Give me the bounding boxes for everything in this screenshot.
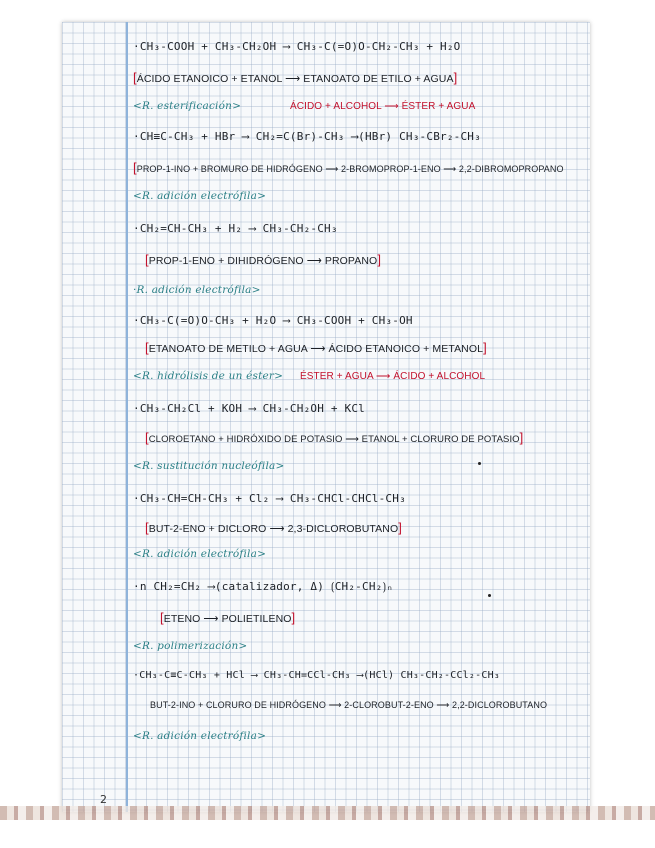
names-text: ETANOATO DE METILO + AGUA ⟶ ÁCIDO ETANOICO + METANOL <box>148 343 484 355</box>
names-text: ÁCIDO ETANOICO + ETANOL ⟶ ETANOATO DE ETILO + AGUA <box>136 73 454 85</box>
bracket-right: ] <box>291 610 296 625</box>
equation-line: ·CH₃-C(=O)O-CH₃ + H₂O ⟶ CH₃-COOH + CH₃-OH <box>133 314 413 327</box>
bracket-left: [ <box>160 610 164 625</box>
page-number: 2 <box>100 793 107 806</box>
fabric-edge <box>0 806 655 820</box>
names-text: PROP-1-INO + BROMURO DE HIDRÓGENO ⟶ 2-BROMOPROP-1-ENO ⟶ 2,2-DIBROMOPROPANO <box>136 164 564 174</box>
general-rule-text: ÁCIDO + ALCOHOL ⟶ ÉSTER + AGUA <box>290 101 476 112</box>
bracket-right: ] <box>398 520 402 535</box>
names-line <box>145 430 523 445</box>
reaction-type-label: <R. adición electrófila> <box>133 190 267 202</box>
bracket-right: ] <box>483 340 487 355</box>
names-line <box>160 610 295 625</box>
equation-line: ·CH₃-CH₂Cl + KOH ⟶ CH₃-CH₂OH + KCl <box>133 402 365 415</box>
bracket-left: [ <box>145 252 149 267</box>
equation-line: ·CH₃-COOH + CH₃-CH₂OH ⟶ CH₃-C(=O)O-CH₂-CH₃ + H₂O <box>133 40 461 53</box>
bracket-right: ] <box>377 252 382 267</box>
bracket-right: ] <box>453 70 458 85</box>
equation-line: ·CH₃-CH=CH-CH₃ + Cl₂ ⟶ CH₃-CHCl-CHCl-CH₃ <box>133 492 406 505</box>
names-line <box>133 160 564 175</box>
equation-line: ·CH₃-C≡C-CH₃ + HCl ⟶ CH₃-CH=CCl-CH₃ ⟶(HCl) CH₃-CH₂-CCl₂-CH₃ <box>133 670 501 681</box>
reaction-type-label: <R. adición electrófila> <box>133 730 267 742</box>
names-line <box>145 252 381 267</box>
names-text: CLOROETANO + HIDRÓXIDO DE POTASIO ⟶ ETANOL + CLORURO DE POTASIO <box>148 434 520 445</box>
reaction-type-label: <R. adición electrófila> <box>133 548 267 560</box>
equation-line: ·CH₂=CH-CH₃ + H₂ ⟶ CH₃-CH₂-CH₃ <box>133 222 338 235</box>
bracket-left: [ <box>145 520 149 535</box>
ink-dot <box>478 462 481 465</box>
reaction-type-label: ·R. adición electrófila> <box>133 284 261 296</box>
names-line <box>145 520 402 535</box>
names-line <box>145 340 487 355</box>
bracket-right: ] <box>519 430 524 445</box>
bracket-left: [ <box>145 430 149 445</box>
ink-dot <box>488 594 491 597</box>
margin-line <box>126 22 128 812</box>
bracket-left: [ <box>145 340 149 355</box>
bracket-left: [ <box>133 160 137 175</box>
general-rule-text: ÉSTER + AGUA ⟶ ÁCIDO + ALCOHOL <box>300 371 486 382</box>
equation-line: ·n CH₂=CH₂ ⟶(catalizador, Δ) ⟮CH₂-CH₂⟯ₙ <box>133 580 394 593</box>
names-line: BUT-2-INO + CLORURO DE HIDRÓGENO ⟶ 2-CLOROBUT-2-ENO ⟶ 2,2-DICLOROBUTANO <box>150 700 548 710</box>
reaction-type-label: <R. esterificación> <box>133 100 242 112</box>
general-rule <box>300 370 485 382</box>
names-text: PROP-1-ENO + DIHIDRÓGENO ⟶ PROPANO <box>148 255 378 267</box>
names-text: ETENO ⟶ POLIETILENO <box>163 613 292 625</box>
reaction-type-label: <R. polimerización> <box>133 640 248 652</box>
equation-line: ·CH≡C-CH₃ + HBr ⟶ CH₂=C(Br)-CH₃ ⟶(HBr) CH₃-CBr₂-CH₃ <box>133 130 481 143</box>
names-line <box>133 70 457 85</box>
names-text: BUT-2-ENO + DICLORO ⟶ 2,3-DICLOROBUTANO <box>148 523 399 535</box>
reaction-type-label: <R. hidrólisis de un éster> <box>133 370 284 382</box>
reaction-type-label: <R. sustitución nucleófila> <box>133 460 285 472</box>
bracket-left: [ <box>133 70 137 85</box>
general-rule <box>290 100 475 112</box>
